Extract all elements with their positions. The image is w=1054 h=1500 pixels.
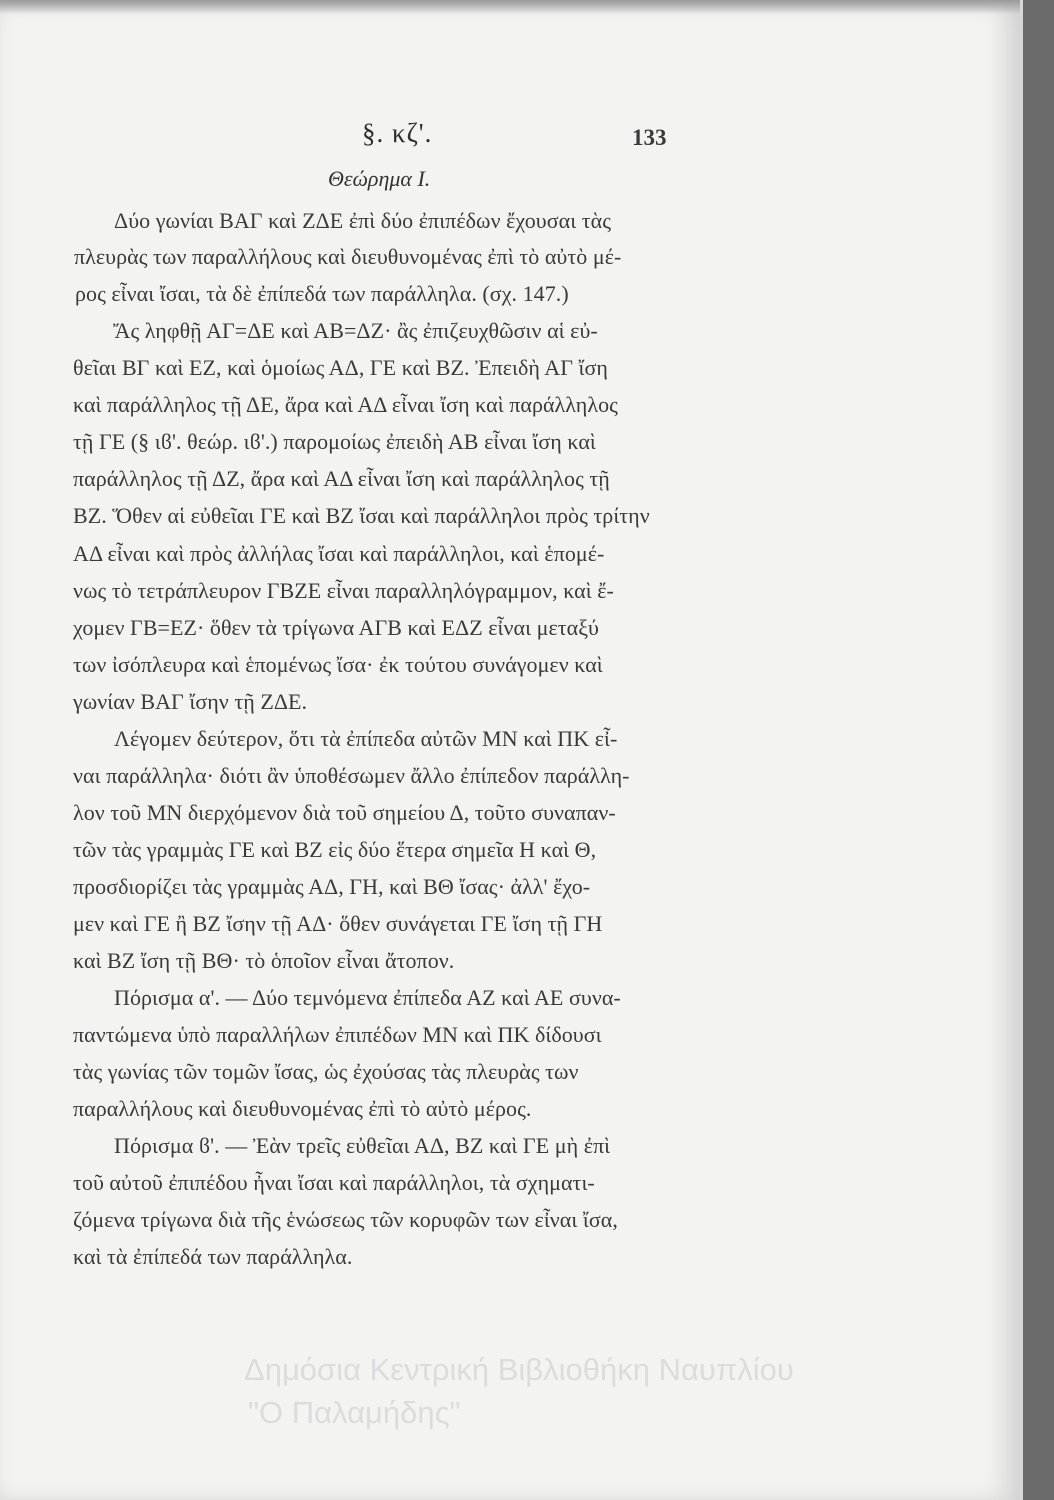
text-line: καὶ τὰ ἐπίπεδά των παράλληλα.	[73, 1244, 353, 1269]
text-line: παραλλήλους καὶ διευθυνομένας ἐπὶ τὸ αὐτὸ μέρος.	[73, 1096, 532, 1121]
text-line: Λέγομεν δεύτερον, ὅτι τὰ ἐπίπεδα αὐτῶν ΜΝ καὶ ΠΚ εἶ-	[114, 726, 618, 751]
text-line: πλευρὰς των παραλλήλους καὶ διευθυνομένας ἐπὶ τὸ αὐτὸ μέ-	[74, 244, 622, 269]
page-number: 133	[632, 125, 667, 150]
theorem-heading: Θεώρημα Ι.	[328, 166, 431, 191]
text-line: Πόρισμα ϐ'. — Ἐὰν τρεῖς εὐθεῖαι ΑΔ, ΒΖ καὶ ΓΕ μὴ ἐπὶ	[114, 1133, 611, 1158]
text-line: Δύο γωνίαι ΒΑΓ καὶ ΖΔΕ ἐπὶ δύο ἐπιπέδων ἔχουσαι τὰς	[114, 208, 611, 233]
text-line: χομεν ΓΒ=ΕΖ· ὅθεν τὰ τρίγωνα ΑΓΒ καὶ ΕΔΖ εἶναι μεταξύ	[73, 615, 599, 640]
text-line: παντώμενα ὑπὸ παραλλήλων ἐπιπέδων ΜΝ καὶ ΠΚ δίδουσι	[73, 1022, 602, 1047]
section-mark: §. κζ'.	[362, 118, 433, 148]
text-line: τῶν τὰς γραμμὰς ΓΕ καὶ ΒΖ εἰς δύο ἕτερα σημεῖα Η καὶ Θ,	[73, 837, 597, 862]
scan-edge-shadow	[0, 0, 1020, 14]
text-line: θεῖαι ΒΓ καὶ ΕΖ, καὶ ὁμοίως ΑΔ, ΓΕ καὶ ΒΖ. Ἐπειδὴ ΑΓ ἴση	[73, 355, 608, 380]
text-line: μεν καὶ ΓΕ ἢ ΒΖ ἴσην τῇ ΑΔ· ὅθεν συνάγεται ΓΕ ἴση τῇ ΓΗ	[73, 911, 603, 936]
text-line: ΑΔ εἶναι καὶ πρὸς ἀλλήλας ἴσαι καὶ παράλληλοι, καὶ ἑπομέ-	[73, 541, 605, 566]
text-line: ναι παράλληλα· διότι ἂν ὑποθέσωμεν ἄλλο ἐπίπεδον παράλλη-	[73, 763, 630, 788]
text-line: γωνίαν ΒΑΓ ἴσην τῇ ΖΔΕ.	[73, 689, 308, 714]
text-line: παράλληλος τῇ ΔΖ, ἄρα καὶ ΑΔ εἶναι ἴση καὶ παράλληλος τῇ	[73, 466, 610, 491]
text-line: λον τοῦ ΜΝ διερχόμενον διὰ τοῦ σημείου Δ, τοῦτο συναπαν-	[73, 800, 616, 825]
text-line: Πόρισμα α'. — Δύο τεμνόμενα ἐπίπεδα ΑΖ καὶ ΑΕ συνα-	[114, 985, 621, 1010]
text-line: ρος εἶναι ἴσαι, τὰ δὲ ἐπίπεδά των παράλληλα. (σχ. 147.)	[75, 281, 569, 306]
text-line: καὶ παράλληλος τῇ ΔΕ, ἄρα καὶ ΑΔ εἶναι ἴση καὶ παράλληλος	[73, 392, 618, 417]
text-line: Ἄς ληφθῇ ΑΓ=ΔΕ καὶ ΑΒ=ΔΖ· ἂς ἐπιζευχθῶσιν αἱ εὐ-	[113, 318, 598, 343]
library-watermark: Δημόσια Κεντρική Βιβλιοθήκη Ναυπλίου	[244, 1352, 794, 1387]
text-line: των ἰσόπλευρα καὶ ἑπομένως ἴσα· ἐκ τούτου συνάγομεν καὶ	[73, 652, 603, 677]
text-line: ζόμενα τρίγωνα διὰ τῆς ἑνώσεως τῶν κορυφῶν των εἶναι ἴσα,	[73, 1207, 618, 1232]
text-line: τοῦ αὐτοῦ ἐπιπέδου ἦναι ἴσαι καὶ παράλληλοι, τὰ σχηματι-	[73, 1170, 595, 1195]
library-watermark: "Ο Παλαμήδης"	[248, 1395, 461, 1430]
text-line: προσδιορίζει τὰς γραμμὰς ΑΔ, ΓΗ, καὶ ΒΘ ἴσας· ἀλλ' ἔχο-	[73, 874, 591, 899]
text-line: νως τὸ τετράπλευρον ΓΒΖΕ εἶναι παραλληλόγραμμον, καὶ ἔ-	[73, 578, 614, 603]
text-line: τῇ ΓΕ (§ ιϐ'. θεώρ. ιϐ'.) παρομοίως ἐπειδὴ ΑΒ εἶναι ἴση καὶ	[73, 429, 596, 454]
text-line: ΒΖ. Ὅθεν αἱ εὐθεῖαι ΓΕ καὶ ΒΖ ἴσαι καὶ παράλληλοι πρὸς τρίτην	[73, 503, 650, 528]
text-line: καὶ ΒΖ ἴση τῇ ΒΘ· τὸ ὁποῖον εἶναι ἄτοπον.	[73, 948, 455, 973]
text-line: τὰς γωνίας τῶν τομῶν ἴσας, ὡς ἐχούσας τὰς πλευρὰς των	[73, 1059, 579, 1084]
